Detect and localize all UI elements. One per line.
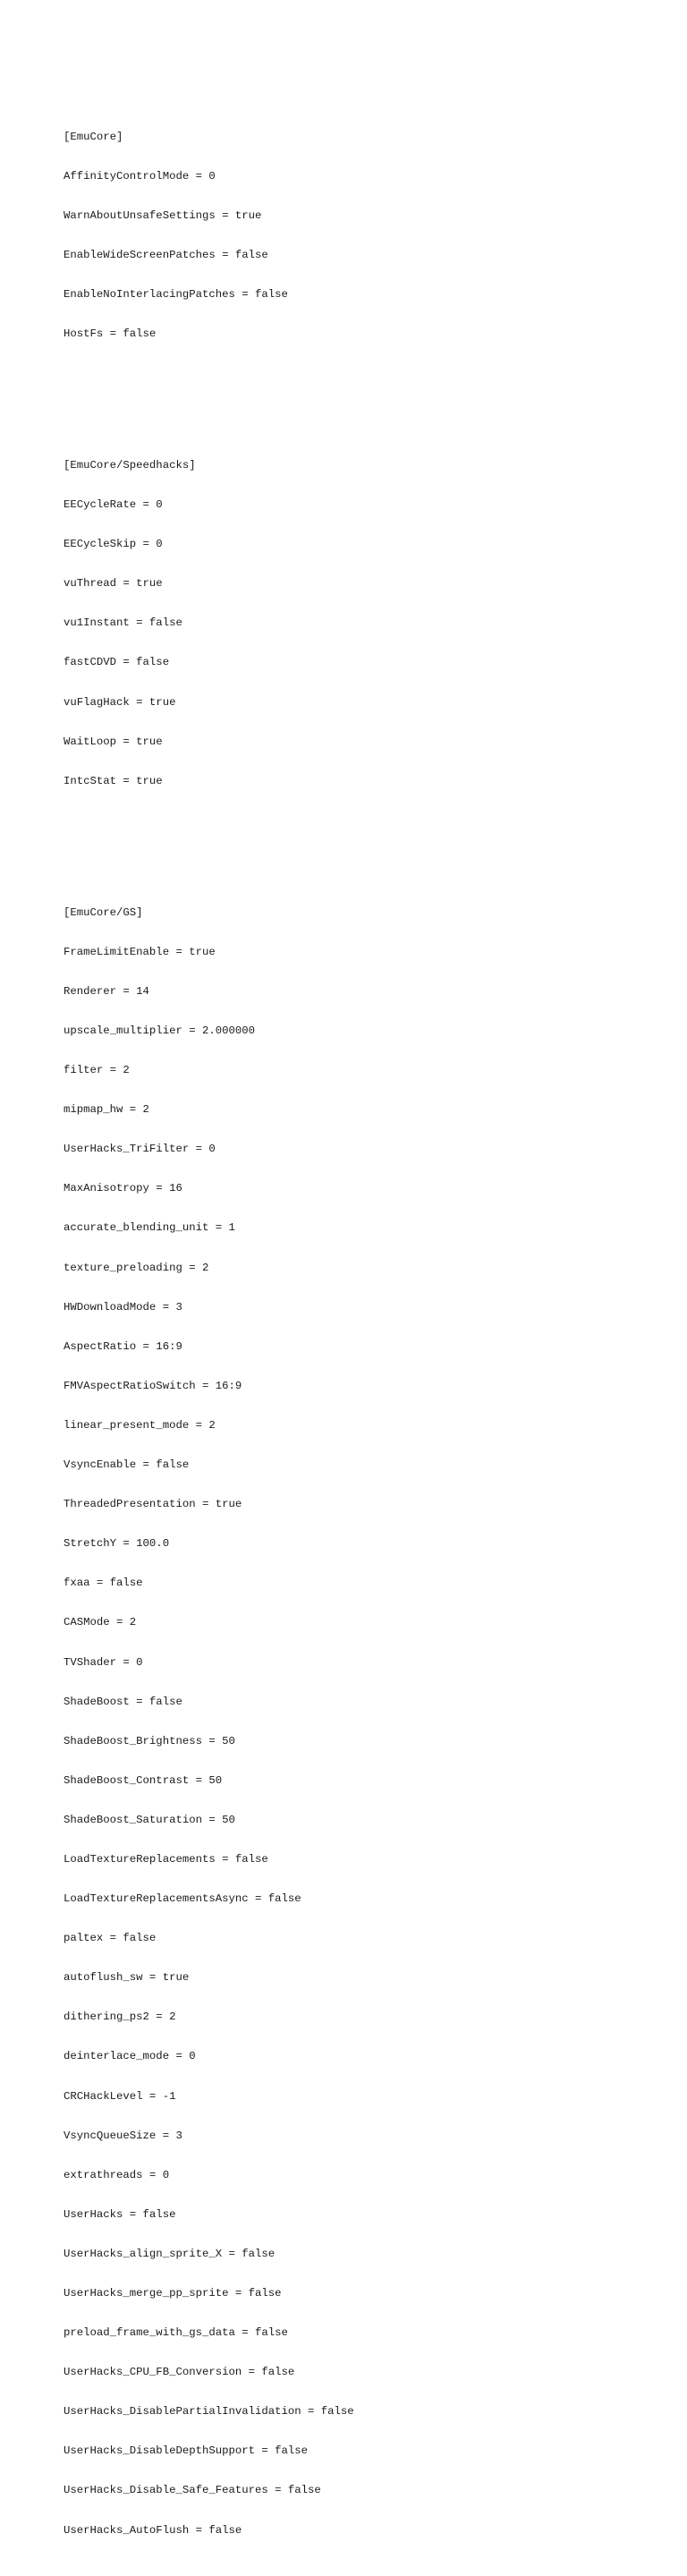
config-section-gs xyxy=(64,880,654,2563)
config-line: Renderer = 14 xyxy=(64,984,149,998)
config-line: dithering_ps2 = 2 xyxy=(64,2011,176,2024)
config-line: autoflush_sw = true xyxy=(64,1971,190,1985)
config-line: ShadeBoost = false xyxy=(64,1695,182,1708)
config-line: ShadeBoost_Brightness = 50 xyxy=(64,1734,235,1747)
config-line: upscale_multiplier = 2.000000 xyxy=(64,1024,256,1038)
section-header: [EmuCore/Speedhacks] xyxy=(64,458,196,472)
config-line: mipmap_hw = 2 xyxy=(64,1103,149,1117)
config-line: FMVAspectRatioSwitch = 16:9 xyxy=(64,1379,242,1392)
config-line: VsyncEnable = false xyxy=(64,1458,190,1472)
config-line: HostFs = false xyxy=(64,327,157,340)
config-line: UserHacks_DisablePartialInvalidation = false xyxy=(64,2405,354,2419)
config-line: vuFlagHack = true xyxy=(64,695,176,709)
config-line: deinterlace_mode = 0 xyxy=(64,2050,196,2063)
config-line: UserHacks_DisableDepthSupport = false xyxy=(64,2444,309,2458)
config-line: UserHacks_CPU_FB_Conversion = false xyxy=(64,2366,295,2379)
config-line: FrameLimitEnable = true xyxy=(64,945,216,958)
config-line: UserHacks = false xyxy=(64,2207,176,2221)
config-line: EnableWideScreenPatches = false xyxy=(64,248,268,261)
config-line: UserHacks_merge_pp_sprite = false xyxy=(64,2287,282,2300)
config-line: fxaa = false xyxy=(64,1577,143,1590)
config-line: WarnAboutUnsafeSettings = true xyxy=(64,208,262,222)
config-line: ShadeBoost_Contrast = 50 xyxy=(64,1773,223,1787)
config-line: LoadTextureReplacements = false xyxy=(64,1852,268,1866)
config-line: EECycleSkip = 0 xyxy=(64,538,163,551)
section-header: [EmuCore] xyxy=(64,130,123,143)
config-line: HWDownloadMode = 3 xyxy=(64,1300,182,1314)
config-line: vuThread = true xyxy=(64,577,163,591)
config-line: MaxAnisotropy = 16 xyxy=(64,1182,182,1195)
config-line: UserHacks_Disable_Safe_Features = false xyxy=(64,2484,321,2497)
config-line: TVShader = 0 xyxy=(64,1655,143,1669)
config-line: StretchY = 100.0 xyxy=(64,1537,170,1551)
config-line: UserHacks_AutoFlush = false xyxy=(64,2523,242,2537)
section-header: [EmuCore/GS] xyxy=(64,905,143,919)
config-line: UserHacks_TriFilter = 0 xyxy=(64,1143,216,1156)
config-line: texture_preloading = 2 xyxy=(64,1261,209,1274)
config-line: paltex = false xyxy=(64,1932,157,1945)
config-line: EECycleRate = 0 xyxy=(64,498,163,512)
config-line: linear_present_mode = 2 xyxy=(64,1418,216,1432)
config-line: vu1Instant = false xyxy=(64,616,182,630)
config-line: UserHacks_align_sprite_X = false xyxy=(64,2247,276,2260)
config-line: AffinityControlMode = 0 xyxy=(64,169,216,183)
config-document xyxy=(64,64,654,2576)
config-line: EnableNoInterlacingPatches = false xyxy=(64,287,288,301)
config-line: CRCHackLevel = -1 xyxy=(64,2089,176,2103)
config-line: accurate_blending_unit = 1 xyxy=(64,1221,235,1235)
config-line: ShadeBoost_Saturation = 50 xyxy=(64,1813,235,1826)
config-line: ThreadedPresentation = true xyxy=(64,1498,242,1511)
config-line: CASMode = 2 xyxy=(64,1616,137,1629)
config-section-emucore xyxy=(64,104,654,367)
config-line: LoadTextureReplacementsAsync = false xyxy=(64,1892,301,1906)
config-section-speedhacks xyxy=(64,433,654,814)
config-line: VsyncQueueSize = 3 xyxy=(64,2129,182,2142)
config-line: WaitLoop = true xyxy=(64,735,163,748)
config-line: filter = 2 xyxy=(64,1064,130,1077)
config-line: fastCDVD = false xyxy=(64,656,170,669)
config-line: AspectRatio = 16:9 xyxy=(64,1339,182,1353)
config-line: IntcStat = true xyxy=(64,774,163,787)
config-line: extrathreads = 0 xyxy=(64,2168,170,2181)
config-line: preload_frame_with_gs_data = false xyxy=(64,2326,288,2340)
